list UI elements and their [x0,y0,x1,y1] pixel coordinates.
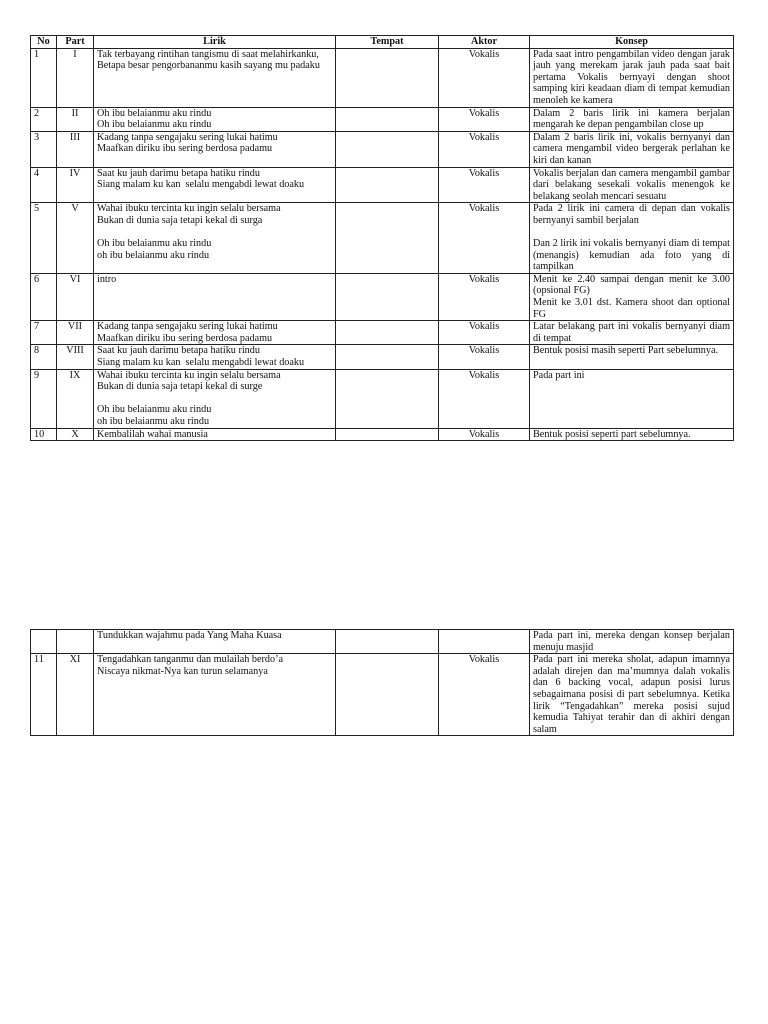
row-lirik-line: Saat ku jauh darimu betapa hatiku rindu [97,167,260,179]
row-part: V [57,203,94,274]
row-lirik-line: Kadang tanpa sengajaku sering lukai hatimu [97,321,278,333]
table-row [31,428,734,441]
row-konsep [530,654,734,736]
row-lirik-line: Tundukkan wajahmu pada Yang Maha Kuasa [97,630,282,641]
row-lirik-line [97,227,332,239]
row-aktor: Vokalis [439,107,530,131]
row-lirik-line: Wahai ibuku tercinta ku ingin selalu bersama [97,369,281,381]
row-konsep-line: Dalam 2 baris lirik ini kamera berjalan mengarah ke depan pengambilan close up [533,107,733,131]
row-lirik-line: Betapa besar pengorbananmu kasih sayang mu padaku [97,60,320,72]
row-aktor: Vokalis [439,167,530,203]
row-konsep-line: Dalam 2 baris lirik ini, vokalis bernyanyi dan camera mengambil video bergerak perlahan ke kiri dan kanan [533,131,733,166]
row-tempat [336,203,439,274]
table-row [31,369,734,428]
row-number: 9 [31,369,57,428]
row-lirik [94,345,336,369]
row-number: 1 [31,48,57,107]
row-number: 7 [31,321,57,345]
row-part: X [57,428,94,441]
row-tempat [336,654,439,736]
row-part: XI [57,654,94,736]
header-tempat: Tempat [336,36,439,49]
row-tempat [336,131,439,167]
row-part: VIII [57,345,94,369]
row-konsep [530,203,734,274]
scene-table [30,35,734,441]
row-lirik-line: Maafkan diriku ibu sering berdosa padamu [97,143,273,155]
row-konsep-line: Latar belakang part ini vokalis bernyanyi diam di tempat [533,321,733,344]
row-lirik [94,167,336,203]
row-number: 3 [31,131,57,167]
table-row [31,48,734,107]
row-konsep [530,273,734,320]
row-lirik-line [97,393,332,405]
row-part: VII [57,321,94,345]
row-konsep-line: Pada part ini, mereka dengan konsep berjalan menuju masjid [533,630,733,653]
row-tempat [336,345,439,369]
row-tempat [336,428,439,441]
row-lirik-line: Kembalilah wahai manusia [97,428,208,440]
row-aktor: Vokalis [439,345,530,369]
header-part: Part [57,36,94,49]
row-lirik-line: Bukan di dunia saja tetapi kekal di surge [97,381,263,393]
header-aktor: Aktor [439,36,530,49]
row-lirik [94,369,336,428]
row-konsep [530,321,734,345]
row-lirik [94,131,336,167]
row-aktor [439,630,530,654]
row-lirik [94,203,336,274]
table-row [31,203,734,274]
row-part [57,630,94,654]
row-lirik-line: Oh ibu belaianmu aku rindu [97,119,212,131]
row-number: 10 [31,428,57,441]
row-aktor: Vokalis [439,131,530,167]
row-lirik-line: Maafkan diriku ibu sering berdosa padamu [97,332,273,344]
row-aktor: Vokalis [439,654,530,736]
table-row [31,654,734,736]
row-konsep-line: Pada part ini [533,369,585,381]
table-row [31,107,734,131]
row-konsep [530,630,734,654]
row-part: I [57,48,94,107]
row-konsep-line: Vokalis berjalan dan camera mengambil gambar dari belakang sesekali vokalis menengok ke belakang seolah mencari sesuatu [533,167,733,202]
row-lirik-line: intro [97,273,117,285]
row-aktor: Vokalis [439,428,530,441]
row-lirik [94,321,336,345]
row-lirik-line: Siang malam ku kan selalu mengabdi lewat doaku [97,179,305,191]
row-part: IV [57,167,94,203]
row-aktor: Vokalis [439,273,530,320]
row-number [31,630,57,654]
row-konsep-line: Menit ke 3.01 dst. Kamera shoot dan optional FG [533,297,733,320]
row-lirik-line: Oh ibu belaianmu aku rindu [97,107,212,119]
row-part: IX [57,369,94,428]
row-konsep [530,369,734,428]
header-konsep: Konsep [530,36,734,49]
row-konsep-line: Dan 2 lirik ini vokalis bernyanyi diam di tempat (menangis) kemudian ada foto yang di tampilkan [533,238,733,273]
row-lirik [94,107,336,131]
row-konsep [530,131,734,167]
row-lirik-line: Niscaya nikmat-Nya kan turun selamanya [97,665,268,677]
row-tempat [336,369,439,428]
row-number: 11 [31,654,57,736]
header-no: No [31,36,57,49]
row-lirik-line: Tak terbayang rintihan tangismu di saat melahirkanku, [97,48,319,60]
row-aktor: Vokalis [439,369,530,428]
row-lirik [94,630,336,654]
row-lirik [94,273,336,320]
row-part: II [57,107,94,131]
row-tempat [336,167,439,203]
row-konsep-line: Menit ke 2.40 sampai dengan menit ke 3.00 (opsional FG) [533,273,733,297]
row-konsep-line: Pada saat intro pengambilan video dengan jarak jauh yang merekam jarak jauh pada saat bait pertama Vokalis bernyayi dengan shoot samping kiri keadaan diam di tempat kemudian menoleh ke kamera [533,48,733,106]
row-lirik-line: Siang malam ku kan selalu mengabdi lewat doaku [97,357,305,369]
row-lirik-line: Oh ibu belaianmu aku rindu [97,404,212,416]
row-konsep [530,167,734,203]
row-lirik-line: Wahai ibuku tercinta ku ingin selalu bersama [97,203,281,215]
row-konsep-line: Bentuk posisi masih seperti Part sebelumnya. [533,345,719,357]
row-konsep-line: Pada 2 lirik ini camera di depan dan vokalis bernyanyi sambil berjalan [533,203,733,226]
header-lirik: Lirik [94,36,336,49]
row-lirik-line: Saat ku jauh darimu betapa hatiku rindu [97,345,260,357]
table-row [31,345,734,369]
row-konsep [530,48,734,107]
row-part: III [57,131,94,167]
row-number: 8 [31,345,57,369]
table-header-row [31,36,734,49]
row-number: 5 [31,203,57,274]
row-number: 2 [31,107,57,131]
row-lirik [94,48,336,107]
row-lirik [94,428,336,441]
row-number: 6 [31,273,57,320]
table-row [31,630,734,654]
row-tempat [336,630,439,654]
row-konsep-line [533,227,730,239]
table-row [31,167,734,203]
row-tempat [336,48,439,107]
row-konsep [530,107,734,131]
row-tempat [336,273,439,320]
row-aktor: Vokalis [439,321,530,345]
row-lirik [94,654,336,736]
row-aktor: Vokalis [439,203,530,274]
table-row [31,273,734,320]
table-row [31,131,734,167]
row-konsep [530,345,734,369]
row-lirik-line: oh ibu belaianmu aku rindu [97,249,210,261]
row-konsep-line: Pada part ini mereka sholat, adapun imamnya adalah direjen dan ma’mumnya dalah vokalis dan 6 backing vocal, adapun posisi lurus sebagaimana posisi di part sebelumnya. Ketika lirik “Tengadahkan” mereka posisi sujud kemudia Tahiyat terahir dan di akhiri dengan salam [533,654,733,735]
row-lirik-line: Bukan di dunia saja tetapi kekal di surga [97,214,263,226]
row-konsep-line: Bentuk posisi seperti part sebelumnya. [533,428,691,440]
table-row [31,321,734,345]
row-lirik-line: Tengadahkan tanganmu dan mulailah berdo’a [97,654,283,666]
scene-table-body [31,48,734,441]
scene-table-continued [30,629,734,736]
row-aktor: Vokalis [439,48,530,107]
scene-table-continued-body [31,630,734,736]
row-number: 4 [31,167,57,203]
row-konsep [530,428,734,441]
row-lirik-line: Oh ibu belaianmu aku rindu [97,238,212,250]
row-tempat [336,321,439,345]
row-lirik-line: Kadang tanpa sengajaku sering lukai hatimu [97,131,278,143]
row-part: VI [57,273,94,320]
row-lirik-line: oh ibu belaianmu aku rindu [97,416,210,427]
row-tempat [336,107,439,131]
